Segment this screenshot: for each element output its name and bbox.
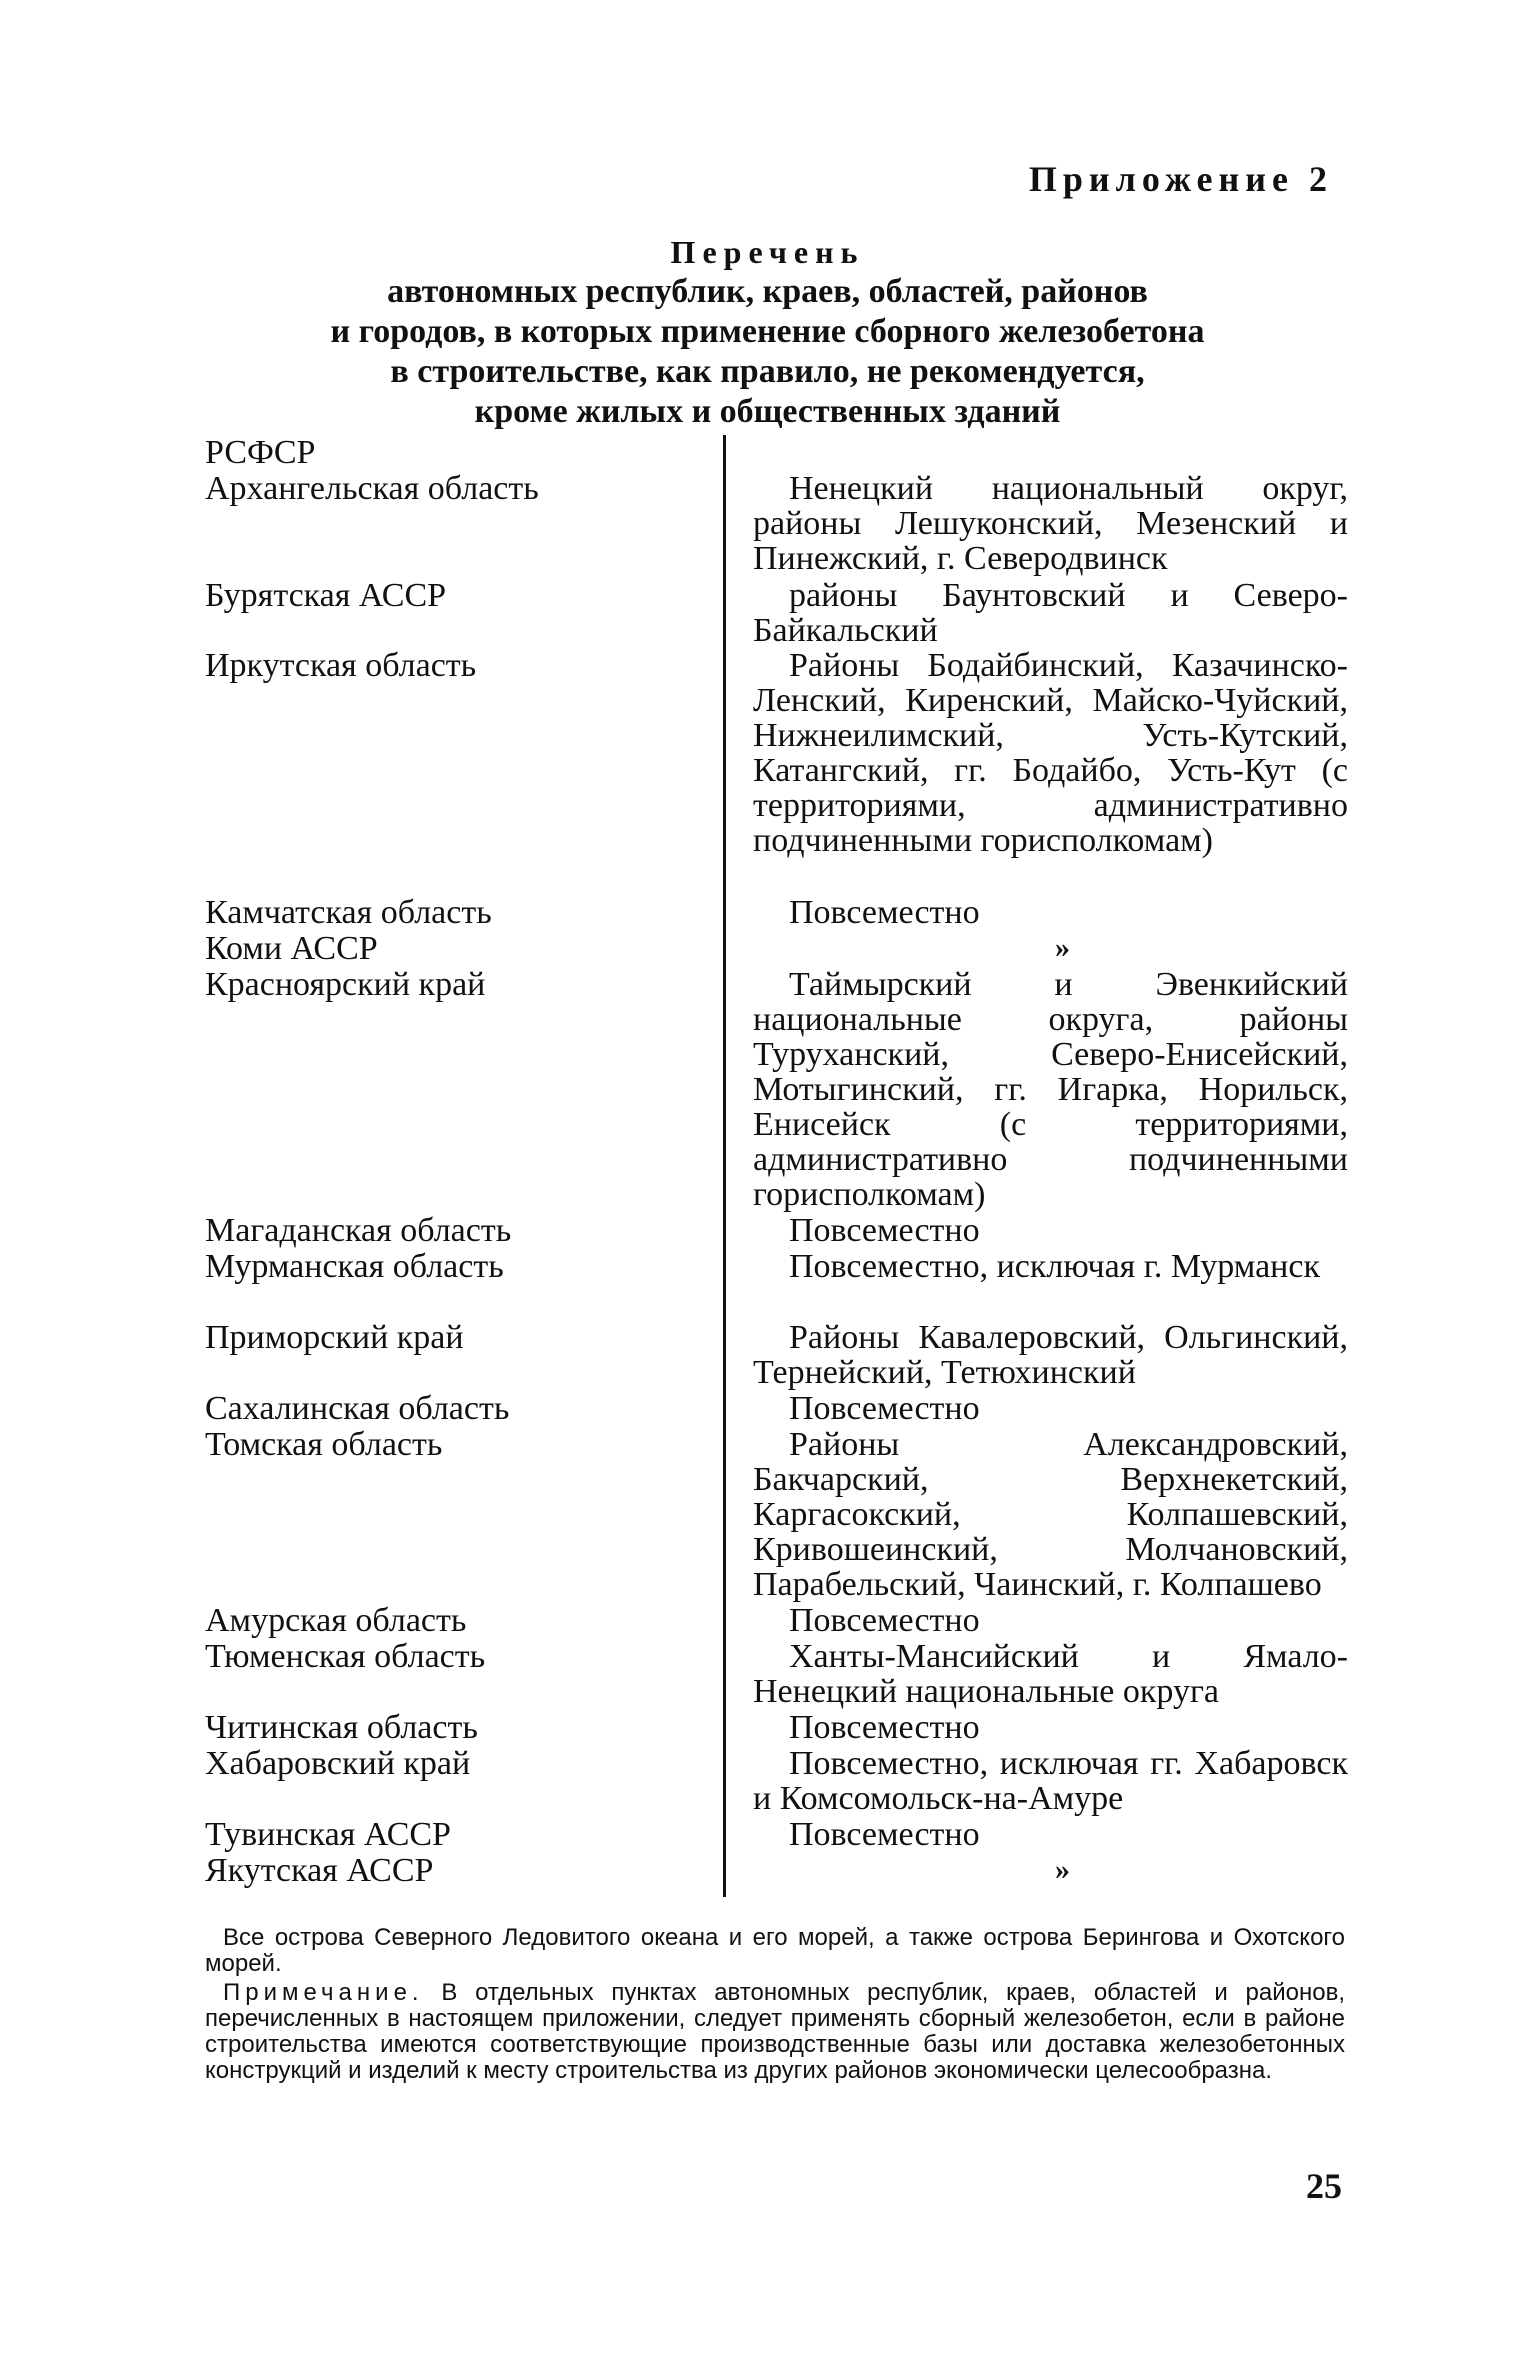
region-areas: Районы Александровский, Бакчарский, Верхнекетский, Каргасокский, Колпашевский, Кривошеинский, Молчановский, Парабельский, Чаинский, г. Колпашево (753, 1426, 1348, 1603)
region-name: Магаданская область (205, 1212, 512, 1249)
title-line: в строительстве, как правило, не рекомендуется, (390, 353, 1145, 390)
region-areas: районы Баунтовский и Северо-Байкальский (753, 577, 1348, 649)
region-name: Сахалинская область (205, 1390, 510, 1427)
title-line: кроме жилых и общественных зданий (474, 393, 1061, 430)
region-name: Томская область (205, 1426, 443, 1463)
region-name: Коми АССР (205, 930, 378, 967)
region-name: Бурятская АССР (205, 577, 447, 614)
region-name: Иркутская область (205, 647, 477, 684)
region-name: Архангельская область (205, 470, 539, 507)
remark-label: Примечание. (223, 1979, 424, 2006)
title-block (180, 232, 1355, 432)
region-name: Читинская область (205, 1709, 478, 1746)
region-areas: Повсеместно (789, 1390, 980, 1427)
title-line: и городов, в которых применение сборного железобетона (330, 313, 1205, 350)
column-divider (723, 435, 726, 1897)
region-areas: Повсеместно (789, 1816, 980, 1853)
region-areas: Повсеместно (789, 1212, 980, 1249)
region-areas: Повсеместно, исключая г. Мурманск (789, 1248, 1320, 1285)
region-areas: Таймырский и Эвенкийский национальные округа, районы Туруханский, Северо-Енисейский, Мотыгинский, гг. Игарка, Норильск, Енисейск (с территориями, административно подчиненными горисполкомам) (753, 966, 1348, 1213)
region-name: Приморский край (205, 1319, 464, 1356)
region-areas: Повсеместно (789, 1709, 980, 1746)
region-name: Камчатская область (205, 894, 492, 931)
region-name: Мурманская область (205, 1248, 504, 1285)
region-areas: Районы Кавалеровский, Ольгинский, Тернейский, Тетюхинский (753, 1319, 1348, 1391)
remark (205, 1980, 1345, 2084)
ditto-mark: » (1055, 1853, 1070, 1886)
islands-note: Все острова Северного Ледовитого океана и его морей, а также острова Берингова и Охотского морей. (205, 1924, 1345, 1977)
page-number: 25 (1306, 2166, 1342, 2206)
region-name: Хабаровский край (205, 1745, 471, 1782)
region-areas: Районы Бодайбинский, Казачинско-Ленский, Киренский, Майско-Чуйский, Нижнеилимский, Усть-Кутский, Катангский, гг. Бодайбо, Усть-Кут (с территориями, административно подчиненными горисполкомам) (753, 647, 1348, 859)
region-areas: Ханты-Мансийский и Ямало-Ненецкий национальные округа (753, 1638, 1348, 1710)
republic-label: РСФСР (205, 434, 316, 471)
title-heading: Перечень (670, 234, 865, 270)
region-name: Амурская область (205, 1602, 467, 1639)
region-name: Тувинская АССР (205, 1816, 451, 1853)
ditto-mark: » (1055, 931, 1070, 964)
regions-table (205, 435, 1350, 1895)
region-areas: Ненецкий национальный округ, районы Лешуконский, Мезенский и Пинежский, г. Северодвинск (753, 470, 1348, 577)
appendix-label: Приложение 2 (1028, 159, 1333, 199)
title-line: автономных республик, краев, областей, районов (387, 273, 1148, 310)
region-areas: Повсеместно (789, 1602, 980, 1639)
region-areas: Повсеместно (789, 894, 980, 931)
region-name: Тюменская область (205, 1638, 486, 1675)
region-name: Красноярский край (205, 966, 486, 1003)
remark-text: В отдельных пунктах автономных республик, краев, областей и районов, перечисленных в настоящем приложении, следует применять сборный железобетон, если в районе строительства имеются соответствующие производственные базы или доставка железобетонных конструкций и изделий к месту строительства из других районов экономически целесообразна. (205, 1979, 1345, 2084)
region-areas: Повсеместно, исключая гг. Хабаровск и Комсомольск-на-Амуре (753, 1745, 1348, 1817)
region-name: Якутская АССР (205, 1852, 434, 1889)
